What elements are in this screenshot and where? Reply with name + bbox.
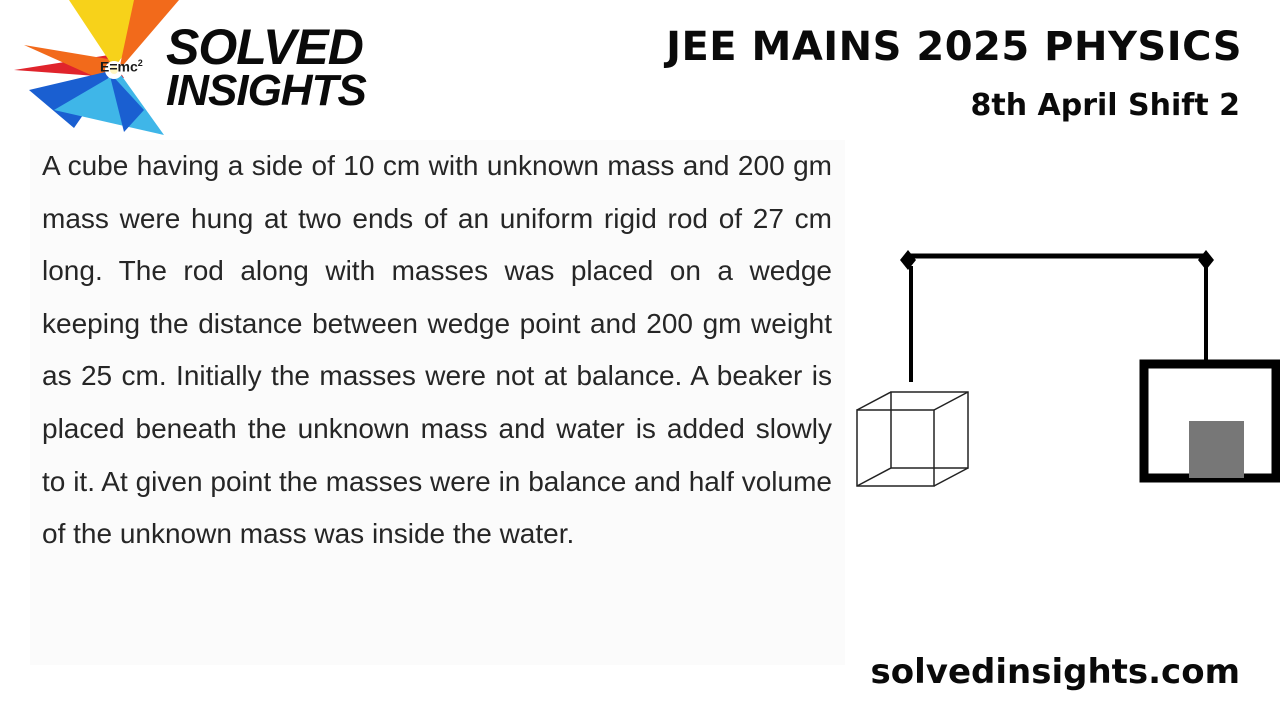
page-title: JEE MAINS 2025 PHYSICS	[666, 24, 1242, 70]
website-url[interactable]: solvedinsights.com	[870, 652, 1240, 692]
logo-star-icon	[14, 0, 184, 140]
weight-block	[1189, 421, 1244, 478]
balance-diagram	[850, 240, 1280, 500]
rod	[900, 250, 1214, 270]
page-subtitle: 8th April Shift 2	[970, 88, 1240, 123]
logo-formula: $E=mc^2$	[100, 58, 143, 75]
problem-statement: A cube having a side of 10 cm with unknown mass and 200 gm mass were hung at two ends of an uniform rigid rod of 27 cm long. The rod along with masses was placed on a wedge keeping the distance between wedge point and 200 gm weight as 25 cm. Initially the masses were not at balance. A beaker is placed beneath the unknown mass and water is added slowly to it. At given point the masses were in balance and half volume of the unknown mass was inside the water.	[42, 150, 832, 550]
logo-line-1: SOLVED	[166, 19, 363, 75]
wireframe-cube-icon	[857, 392, 968, 486]
problem-panel	[30, 140, 845, 665]
logo	[14, 0, 394, 140]
beaker-icon	[1144, 364, 1276, 478]
logo-line-2: INSIGHTS	[166, 66, 366, 115]
